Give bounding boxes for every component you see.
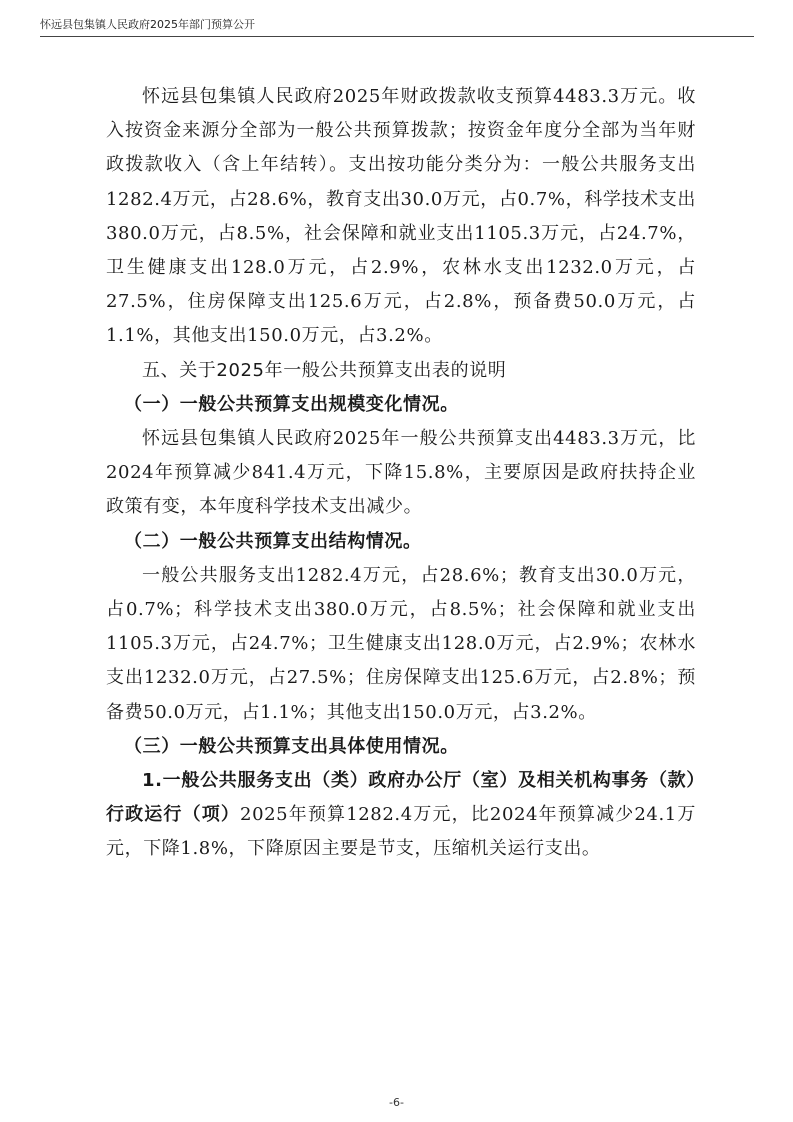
section-five-heading: 五、关于2025年一般公共预算支出表的说明 [142, 359, 507, 381]
item-one-paragraph [106, 764, 696, 867]
budget-summary-paragraph: 怀远县包集镇人民政府2025年财政拨款收支预算4483.3万元。收入按资金来源分全部为一般公共预算拨款；按资金年度分全部为当年财政拨款收入（含上年结转）。支出按功能分类分为：一般公共服务支出1282.4万元，占28.6%，教育支出30.0万元，占0.7%，科学技术支出380.0万元，占8.5%，社会保障和就业支出1105.3万元，占24.7%，卫生健康支出128.0万元，占2.9%，农林水支出1232.0万元，占27.5%，住房保障支出125.6万元，占2.8%，预备费50.0万元，占1.1%，其他支出150.0万元，占3.2%。 [106, 86, 696, 347]
subsection-two-heading: （二）一般公共预算支出结构情况。 [124, 530, 422, 552]
page-header: 怀远县包集镇人民政府2025年部门预算公开 [40, 18, 255, 31]
subsection-two-paragraph: 一般公共服务支出1282.4万元，占28.6%；教育支出30.0万元，占0.7%；科学技术支出380.0万元，占8.5%；社会保障和就业支出1105.3万元，占24.7%；卫生健康支出128.0万元，占2.9%；农林水支出1232.0万元，占27.5%；住房保障支出125.6万元，占2.8%；预备费50.0万元，占1.1%；其他支出150.0万元，占3.2%。 [106, 564, 696, 723]
document-body [106, 80, 696, 867]
item-one-text: 2025年预算1282.4万元，比2024年预算减少24.1万元，下降1.8%，下降原因主要是节支，压缩机关运行支出。 [106, 804, 696, 860]
header-divider [40, 36, 754, 37]
subsection-three-heading: （三）一般公共预算支出具体使用情况。 [124, 735, 459, 757]
subsection-one-heading: （一）一般公共预算支出规模变化情况。 [124, 393, 459, 415]
item-one-lead: 1.一般公共服务支出（类）政府办公厅（室）及相关机构事务（款）行政运行（项） [106, 770, 696, 826]
page-number: -6- [389, 1096, 404, 1109]
subsection-one-paragraph: 怀远县包集镇人民政府2025年一般公共预算支出4483.3万元，比2024年预算减少841.4万元，下降15.8%，主要原因是政府扶持企业政策有变，本年度科学技术支出减少。 [106, 428, 696, 518]
